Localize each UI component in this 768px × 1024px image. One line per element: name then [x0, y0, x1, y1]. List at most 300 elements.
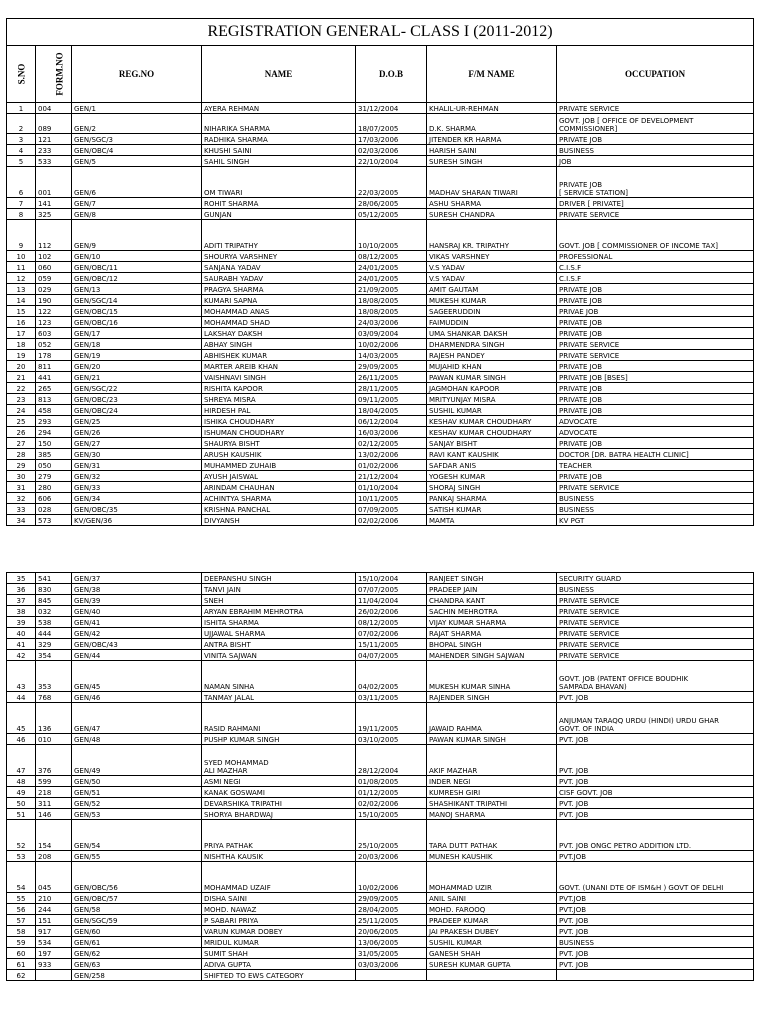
cell-occupation: PRIVATE JOB: [557, 394, 754, 405]
cell-fm-name: VIJAY KUMAR SHARMA: [427, 617, 557, 628]
cell-regno: GEN/OBC/43: [72, 639, 202, 650]
cell-formno: 385: [36, 449, 72, 460]
cell-fm-name: ANIL SAINI: [427, 893, 557, 904]
cell-formno: 353: [36, 661, 72, 692]
cell-sno: 8: [7, 209, 36, 220]
cell-formno: 573: [36, 515, 72, 526]
cell-sno: 48: [7, 776, 36, 787]
cell-name: SHIFTED TO EWS CATEGORY: [202, 970, 356, 981]
cell-name: MUHAMMED ZUHAIB: [202, 460, 356, 471]
cell-name: AYUSH JAISWAL: [202, 471, 356, 482]
table-row: [7, 416, 754, 427]
cell-sno: 26: [7, 427, 36, 438]
table-row: [7, 703, 754, 734]
table-row: [7, 394, 754, 405]
cell-fm-name: SAGEERUDDIN: [427, 306, 557, 317]
cell-name: PRAGYA SHARMA: [202, 284, 356, 295]
cell-fm-name: MAMTA: [427, 515, 557, 526]
cell-regno: GEN/18: [72, 339, 202, 350]
cell-dob: 03/10/2005: [356, 734, 427, 745]
table-row: [7, 493, 754, 504]
cell-dob: 21/09/2005: [356, 284, 427, 295]
cell-regno: GEN/OBC/23: [72, 394, 202, 405]
cell-sno: 47: [7, 745, 36, 776]
table-row: [7, 893, 754, 904]
cell-regno: GEN/20: [72, 361, 202, 372]
cell-name: ARINDAM CHAUHAN: [202, 482, 356, 493]
cell-formno: 112: [36, 220, 72, 251]
cell-fm-name: YOGESH KUMAR: [427, 471, 557, 482]
cell-dob: 04/07/2005: [356, 650, 427, 661]
cell-dob: 31/12/2004: [356, 103, 427, 114]
cell-sno: 56: [7, 904, 36, 915]
cell-name: SHAURYA BISHT: [202, 438, 356, 449]
table-row: [7, 273, 754, 284]
registration-table-2: [6, 572, 754, 981]
cell-dob: 14/03/2005: [356, 350, 427, 361]
cell-occupation: PRIVATE JOB [ SERVICE STATION]: [557, 167, 754, 198]
cell-occupation: BUSINESS: [557, 937, 754, 948]
cell-formno: 265: [36, 383, 72, 394]
cell-regno: GEN/37: [72, 573, 202, 584]
cell-regno: GEN/49: [72, 745, 202, 776]
cell-sno: 40: [7, 628, 36, 639]
cell-regno: GEN/62: [72, 948, 202, 959]
page-gap: [6, 526, 753, 572]
cell-occupation: PVT.JOB: [557, 893, 754, 904]
cell-name: SAURABH YADAV: [202, 273, 356, 284]
cell-occupation: PRIVATE SERVICE: [557, 339, 754, 350]
cell-formno: 190: [36, 295, 72, 306]
cell-sno: 46: [7, 734, 36, 745]
table-row: [7, 820, 754, 851]
cell-occupation: PRIVATE JOB: [557, 295, 754, 306]
cell-formno: 178: [36, 350, 72, 361]
table-row: [7, 948, 754, 959]
cell-name: VARUN KUMAR DOBEY: [202, 926, 356, 937]
cell-name: RADHIKA SHARMA: [202, 134, 356, 145]
cell-regno: GEN/41: [72, 617, 202, 628]
cell-dob: 26/11/2005: [356, 372, 427, 383]
cell-regno: GEN/52: [72, 798, 202, 809]
cell-formno: 208: [36, 851, 72, 862]
cell-occupation: CISF GOVT. JOB: [557, 787, 754, 798]
cell-fm-name: MRITYUNJAY MISRA: [427, 394, 557, 405]
cell-regno: GEN/OBC/15: [72, 306, 202, 317]
cell-dob: 05/12/2005: [356, 209, 427, 220]
cell-occupation: BUSINESS: [557, 493, 754, 504]
cell-sno: 62: [7, 970, 36, 981]
cell-fm-name: CHANDRA KANT: [427, 595, 557, 606]
cell-occupation: SECURITY GUARD: [557, 573, 754, 584]
cell-dob: 19/11/2005: [356, 703, 427, 734]
cell-formno: 060: [36, 262, 72, 273]
cell-fm-name: DHARMENDRA SINGH: [427, 339, 557, 350]
cell-occupation: PRIVATE JOB: [557, 471, 754, 482]
cell-dob: 22/10/2004: [356, 156, 427, 167]
cell-regno: GEN/55: [72, 851, 202, 862]
cell-regno: GEN/7: [72, 198, 202, 209]
cell-name: DEEPANSHU SINGH: [202, 573, 356, 584]
cell-dob: 28/12/2004: [356, 745, 427, 776]
cell-name: NIHARIKA SHARMA: [202, 114, 356, 134]
cell-occupation: TEACHER: [557, 460, 754, 471]
cell-fm-name: INDER NEGI: [427, 776, 557, 787]
cell-fm-name: MUKESH KUMAR: [427, 295, 557, 306]
cell-name: P SABARI PRIYA: [202, 915, 356, 926]
table-row: [7, 350, 754, 361]
table-row: [7, 628, 754, 639]
cell-name: SANJANA YADAV: [202, 262, 356, 273]
cell-formno: 001: [36, 167, 72, 198]
cell-formno: 293: [36, 416, 72, 427]
header-sno: S.NO: [7, 46, 36, 103]
cell-fm-name: MOHD. FAROOQ: [427, 904, 557, 915]
table-row: [7, 606, 754, 617]
cell-sno: 53: [7, 851, 36, 862]
cell-fm-name: AMIT GAUTAM: [427, 284, 557, 295]
cell-name: ADIVA GUPTA: [202, 959, 356, 970]
cell-formno: 311: [36, 798, 72, 809]
cell-dob: 15/10/2004: [356, 573, 427, 584]
cell-fm-name: RAJENDER SINGH: [427, 692, 557, 703]
cell-formno: 032: [36, 606, 72, 617]
table-row: [7, 970, 754, 981]
cell-fm-name: RAJAT SHARMA: [427, 628, 557, 639]
cell-dob: 24/01/2005: [356, 262, 427, 273]
cell-name: HIRDESH PAL: [202, 405, 356, 416]
table-row: [7, 798, 754, 809]
cell-sno: 22: [7, 383, 36, 394]
cell-regno: GEN/27: [72, 438, 202, 449]
cell-formno: 603: [36, 328, 72, 339]
cell-formno: 329: [36, 639, 72, 650]
cell-name: OM TIWARI: [202, 167, 356, 198]
cell-dob: 15/11/2005: [356, 639, 427, 650]
cell-fm-name: JAI PRAKESH DUBEY: [427, 926, 557, 937]
cell-fm-name: HANSRAJ KR. TRIPATHY: [427, 220, 557, 251]
cell-dob: 26/02/2006: [356, 606, 427, 617]
cell-sno: 15: [7, 306, 36, 317]
cell-occupation: ADVOCATE: [557, 427, 754, 438]
cell-name: SHREYA MISRA: [202, 394, 356, 405]
registration-sheet: [6, 18, 753, 981]
cell-formno: 533: [36, 156, 72, 167]
cell-name: TANVI JAIN: [202, 584, 356, 595]
cell-dob: 28/11/2005: [356, 383, 427, 394]
cell-regno: GEN/50: [72, 776, 202, 787]
cell-regno: GEN/58: [72, 904, 202, 915]
cell-occupation: PRIVATE SERVICE: [557, 639, 754, 650]
cell-formno: 244: [36, 904, 72, 915]
cell-dob: 29/09/2005: [356, 361, 427, 372]
cell-name: KRISHNA PANCHAL: [202, 504, 356, 515]
cell-name: DIVYANSH: [202, 515, 356, 526]
cell-name: ISHITA SHARMA: [202, 617, 356, 628]
cell-regno: GEN/SGC/3: [72, 134, 202, 145]
cell-sno: 35: [7, 573, 36, 584]
cell-dob: 29/09/2005: [356, 893, 427, 904]
cell-fm-name: JAWAID RAHMA: [427, 703, 557, 734]
table-row: [7, 959, 754, 970]
table-row: [7, 926, 754, 937]
cell-regno: GEN/SGC/59: [72, 915, 202, 926]
cell-fm-name: SUSHIL KUMAR: [427, 405, 557, 416]
cell-occupation: JOB: [557, 156, 754, 167]
cell-sno: 41: [7, 639, 36, 650]
cell-regno: GEN/39: [72, 595, 202, 606]
cell-dob: 06/12/2004: [356, 416, 427, 427]
cell-dob: 01/08/2005: [356, 776, 427, 787]
cell-formno: 813: [36, 394, 72, 405]
cell-name: ANTRA BISHT: [202, 639, 356, 650]
cell-fm-name: ASHU SHARMA: [427, 198, 557, 209]
cell-name: DEVARSHIKA TRIPATHI: [202, 798, 356, 809]
cell-fm-name: UMA SHANKAR DAKSH: [427, 328, 557, 339]
cell-dob: 31/05/2005: [356, 948, 427, 959]
cell-regno: GEN/38: [72, 584, 202, 595]
table-row: [7, 661, 754, 692]
cell-sno: 34: [7, 515, 36, 526]
table-row: [7, 114, 754, 134]
cell-regno: GEN/OBC/11: [72, 262, 202, 273]
cell-dob: 18/08/2005: [356, 295, 427, 306]
cell-fm-name: JAGMOHAN KAPOOR: [427, 383, 557, 394]
table-row: [7, 361, 754, 372]
cell-sno: 11: [7, 262, 36, 273]
cell-name: PUSHP KUMAR SINGH: [202, 734, 356, 745]
cell-regno: GEN/51: [72, 787, 202, 798]
cell-dob: 03/03/2006: [356, 959, 427, 970]
cell-occupation: PRIVATE JOB: [557, 134, 754, 145]
cell-dob: 18/07/2005: [356, 114, 427, 134]
cell-formno: 541: [36, 573, 72, 584]
table-row: [7, 405, 754, 416]
cell-dob: 10/02/2006: [356, 862, 427, 893]
cell-name: KUMARI SAPNA: [202, 295, 356, 306]
cell-dob: 25/10/2005: [356, 820, 427, 851]
table-row: [7, 471, 754, 482]
cell-occupation: PVT. JOB: [557, 745, 754, 776]
table-row: [7, 134, 754, 145]
cell-fm-name: MADHAV SHARAN TIWARI: [427, 167, 557, 198]
cell-sno: 1: [7, 103, 36, 114]
table-row: [7, 776, 754, 787]
table-row: [7, 482, 754, 493]
cell-sno: 16: [7, 317, 36, 328]
cell-fm-name: MUJAHID KHAN: [427, 361, 557, 372]
cell-occupation: PRIVATE SERVICE: [557, 606, 754, 617]
cell-dob: 21/12/2004: [356, 471, 427, 482]
cell-name: PRIYA PATHAK: [202, 820, 356, 851]
cell-fm-name: RAJESH PANDEY: [427, 350, 557, 361]
table-row: [7, 937, 754, 948]
cell-occupation: PVT. JOB: [557, 776, 754, 787]
cell-formno: 141: [36, 198, 72, 209]
cell-sno: 60: [7, 948, 36, 959]
cell-occupation: BUSINESS: [557, 584, 754, 595]
cell-name: SYED MOHAMMAD ALI MAZHAR: [202, 745, 356, 776]
cell-sno: 36: [7, 584, 36, 595]
cell-fm-name: GANESH SHAH: [427, 948, 557, 959]
cell-sno: 45: [7, 703, 36, 734]
cell-sno: 44: [7, 692, 36, 703]
cell-name: NISHTHA KAUSIK: [202, 851, 356, 862]
cell-name: SHOURYA VARSHNEY: [202, 251, 356, 262]
page-title: REGISTRATION GENERAL- CLASS I (2011-2012): [7, 19, 754, 46]
table-row: [7, 639, 754, 650]
header-name: NAME: [202, 46, 356, 103]
cell-regno: GEN/9: [72, 220, 202, 251]
cell-regno: GEN/OBC/16: [72, 317, 202, 328]
header-formno: FORM.NO: [36, 46, 72, 103]
cell-regno: GEN/OBC/56: [72, 862, 202, 893]
cell-occupation: PVT. JOB: [557, 734, 754, 745]
cell-formno: [36, 970, 72, 981]
cell-sno: 30: [7, 471, 36, 482]
cell-dob: 28/06/2005: [356, 198, 427, 209]
cell-sno: 57: [7, 915, 36, 926]
table-row: [7, 220, 754, 251]
cell-sno: 50: [7, 798, 36, 809]
cell-name: RASID RAHMANI: [202, 703, 356, 734]
header-fm-name: F/M NAME: [427, 46, 557, 103]
cell-formno: 458: [36, 405, 72, 416]
cell-name: SAHIL SINGH: [202, 156, 356, 167]
cell-name: ISHUMAN CHOUDHARY: [202, 427, 356, 438]
cell-occupation: PVT. JOB: [557, 809, 754, 820]
cell-fm-name: VIKAS VARSHNEY: [427, 251, 557, 262]
cell-formno: 534: [36, 937, 72, 948]
cell-dob: 01/10/2004: [356, 482, 427, 493]
cell-fm-name: PRADEEP JAIN: [427, 584, 557, 595]
cell-sno: 38: [7, 606, 36, 617]
cell-formno: 354: [36, 650, 72, 661]
cell-sno: 9: [7, 220, 36, 251]
cell-sno: 13: [7, 284, 36, 295]
cell-name: TANMAY JALAL: [202, 692, 356, 703]
cell-regno: GEN/61: [72, 937, 202, 948]
cell-formno: 845: [36, 595, 72, 606]
cell-dob: 24/03/2006: [356, 317, 427, 328]
cell-regno: GEN/31: [72, 460, 202, 471]
cell-name: SHORYA BHARDWAJ: [202, 809, 356, 820]
cell-formno: 279: [36, 471, 72, 482]
cell-name: MARTER AREIB KHAN: [202, 361, 356, 372]
cell-name: SNEH: [202, 595, 356, 606]
cell-dob: 01/02/2006: [356, 460, 427, 471]
cell-sno: 23: [7, 394, 36, 405]
cell-formno: 294: [36, 427, 72, 438]
cell-name: VAISHNAVI SINGH: [202, 372, 356, 383]
cell-name: AYERA REHMAN: [202, 103, 356, 114]
header-row: [7, 46, 754, 103]
cell-dob: 03/11/2005: [356, 692, 427, 703]
cell-regno: GEN/40: [72, 606, 202, 617]
cell-regno: GEN/SGC/22: [72, 383, 202, 394]
cell-formno: 599: [36, 776, 72, 787]
cell-regno: GEN/258: [72, 970, 202, 981]
cell-name: ADITI TRIPATHY: [202, 220, 356, 251]
cell-dob: 28/04/2005: [356, 904, 427, 915]
cell-occupation: PVT. JOB: [557, 798, 754, 809]
cell-fm-name: PAWAN KUMAR SINGH: [427, 734, 557, 745]
cell-formno: 052: [36, 339, 72, 350]
cell-fm-name: MUNESH KAUSHIK: [427, 851, 557, 862]
cell-regno: GEN/48: [72, 734, 202, 745]
table-row: [7, 617, 754, 628]
cell-occupation: GOVT. (UNANI DTE OF ISM&H ) GOVT OF DELHI: [557, 862, 754, 893]
cell-fm-name: MOHAMMAD UZIR: [427, 862, 557, 893]
cell-sno: 54: [7, 862, 36, 893]
cell-sno: 19: [7, 350, 36, 361]
cell-dob: 16/03/2006: [356, 427, 427, 438]
cell-occupation: BUSINESS: [557, 145, 754, 156]
cell-formno: 123: [36, 317, 72, 328]
cell-dob: 08/12/2005: [356, 251, 427, 262]
cell-sno: 24: [7, 405, 36, 416]
cell-dob: 10/10/2005: [356, 220, 427, 251]
cell-fm-name: MANOJ SHARMA: [427, 809, 557, 820]
cell-occupation: PRIVATE JOB: [557, 438, 754, 449]
cell-fm-name: PRADEEP KUMAR: [427, 915, 557, 926]
cell-name: KHUSHI SAINI: [202, 145, 356, 156]
cell-name: ARUSH KAUSHIK: [202, 449, 356, 460]
cell-occupation: PRIVATE JOB: [557, 361, 754, 372]
table-row: [7, 145, 754, 156]
cell-dob: 24/01/2005: [356, 273, 427, 284]
table-row: [7, 809, 754, 820]
cell-sno: 32: [7, 493, 36, 504]
cell-sno: 7: [7, 198, 36, 209]
cell-formno: 029: [36, 284, 72, 295]
cell-name: ARYAN EBRAHIM MEHROTRA: [202, 606, 356, 617]
cell-fm-name: SATISH KUMAR: [427, 504, 557, 515]
cell-name: ASMI NEGI: [202, 776, 356, 787]
table-row: [7, 904, 754, 915]
cell-fm-name: FAIMUDDIN: [427, 317, 557, 328]
cell-sno: 51: [7, 809, 36, 820]
cell-occupation: PVT. JOB: [557, 948, 754, 959]
cell-occupation: PRIVATE SERVICE: [557, 628, 754, 639]
cell-occupation: PRIVATE JOB [BSES]: [557, 372, 754, 383]
cell-sno: 49: [7, 787, 36, 798]
table-row: [7, 209, 754, 220]
cell-dob: 09/11/2005: [356, 394, 427, 405]
cell-name: KANAK GOSWAMI: [202, 787, 356, 798]
cell-regno: GEN/OBC/57: [72, 893, 202, 904]
cell-name: ROHIT SHARMA: [202, 198, 356, 209]
cell-sno: 52: [7, 820, 36, 851]
cell-formno: 028: [36, 504, 72, 515]
cell-fm-name: KUMRESH GIRI: [427, 787, 557, 798]
cell-occupation: GOVT. JOB (PATENT OFFICE BOUDHIK SAMPADA BHAVAN): [557, 661, 754, 692]
cell-name: VINITA SAJWAN: [202, 650, 356, 661]
cell-occupation: ADVOCATE: [557, 416, 754, 427]
table-row: [7, 383, 754, 394]
cell-sno: 25: [7, 416, 36, 427]
cell-regno: GEN/26: [72, 427, 202, 438]
cell-dob: 02/03/2006: [356, 145, 427, 156]
cell-formno: 197: [36, 948, 72, 959]
table-row: [7, 262, 754, 273]
table-row: [7, 692, 754, 703]
cell-fm-name: [427, 970, 557, 981]
cell-regno: GEN/6: [72, 167, 202, 198]
cell-occupation: PVT. JOB ONGC PETRO ADDITION LTD.: [557, 820, 754, 851]
cell-occupation: C.I.S.F: [557, 262, 754, 273]
cell-occupation: KV PGT: [557, 515, 754, 526]
